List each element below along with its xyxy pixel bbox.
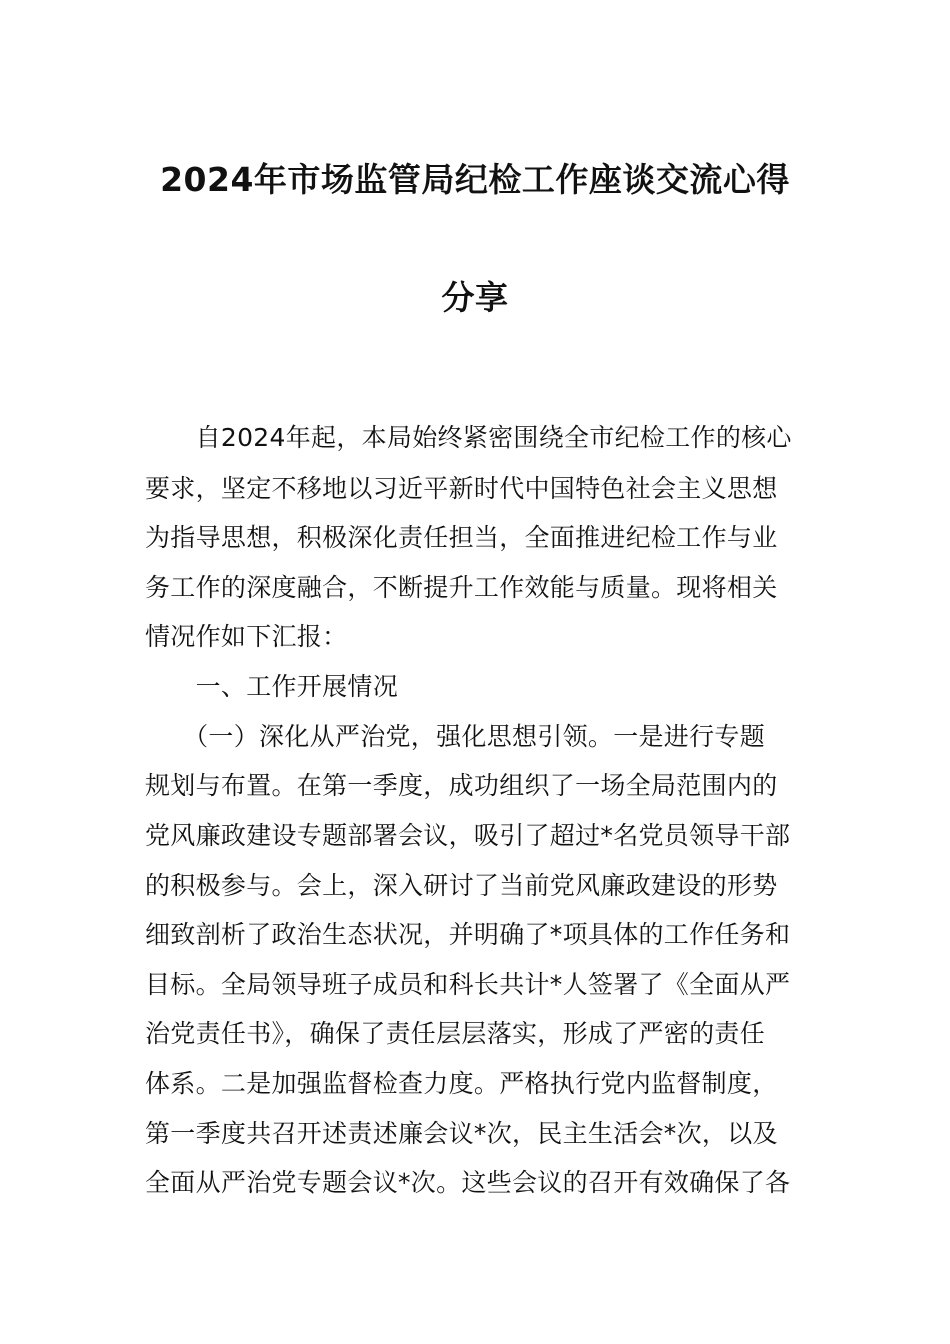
body-line: 目标。全局领导班子成员和科长共计*人签署了《全面从严 — [145, 970, 791, 999]
body-line: 党风廉政建设专题部署会议，吸引了超过*名党员领导干部 — [145, 821, 791, 850]
body-line: 第一季度共召开述责述廉会议*次，民主生活会*次，以及 — [145, 1119, 778, 1148]
body-line: 自2024年起，本局始终紧密围绕全市纪检工作的核心 — [145, 423, 792, 452]
body-line: 要求，坚定不移地以习近平新时代中国特色社会主义思想 — [145, 474, 778, 503]
document-title-line-1: 2024年市场监管局纪检工作座谈交流心得 — [160, 160, 790, 199]
subsection-line: （一）深化从严治党，强化思想引领。一是进行专题 — [145, 722, 766, 751]
body-line: 体系。二是加强监督检查力度。严格执行党内监督制度， — [145, 1069, 778, 1098]
body-line: 细致剖析了政治生态状况，并明确了*项具体的工作任务和 — [145, 920, 791, 949]
body-line: 全面从严治党专题会议*次。这些会议的召开有效确保了各 — [145, 1168, 791, 1197]
body-line: 治党责任书》，确保了责任层层落实，形成了严密的责任 — [145, 1019, 766, 1048]
body-line: 的积极参与。会上，深入研讨了当前党风廉政建设的形势 — [145, 871, 778, 900]
body-line: 情况作如下汇报： — [145, 622, 348, 651]
section-heading: 一、工作开展情况 — [145, 672, 399, 701]
body-line: 为指导思想，积极深化责任担当，全面推进纪检工作与业 — [145, 523, 778, 552]
body-line: 规划与布置。在第一季度，成功组织了一场全局范围内的 — [145, 771, 778, 800]
body-line: 务工作的深度融合，不断提升工作效能与质量。现将相关 — [145, 573, 778, 602]
document-title-line-2: 分享 — [441, 278, 509, 317]
